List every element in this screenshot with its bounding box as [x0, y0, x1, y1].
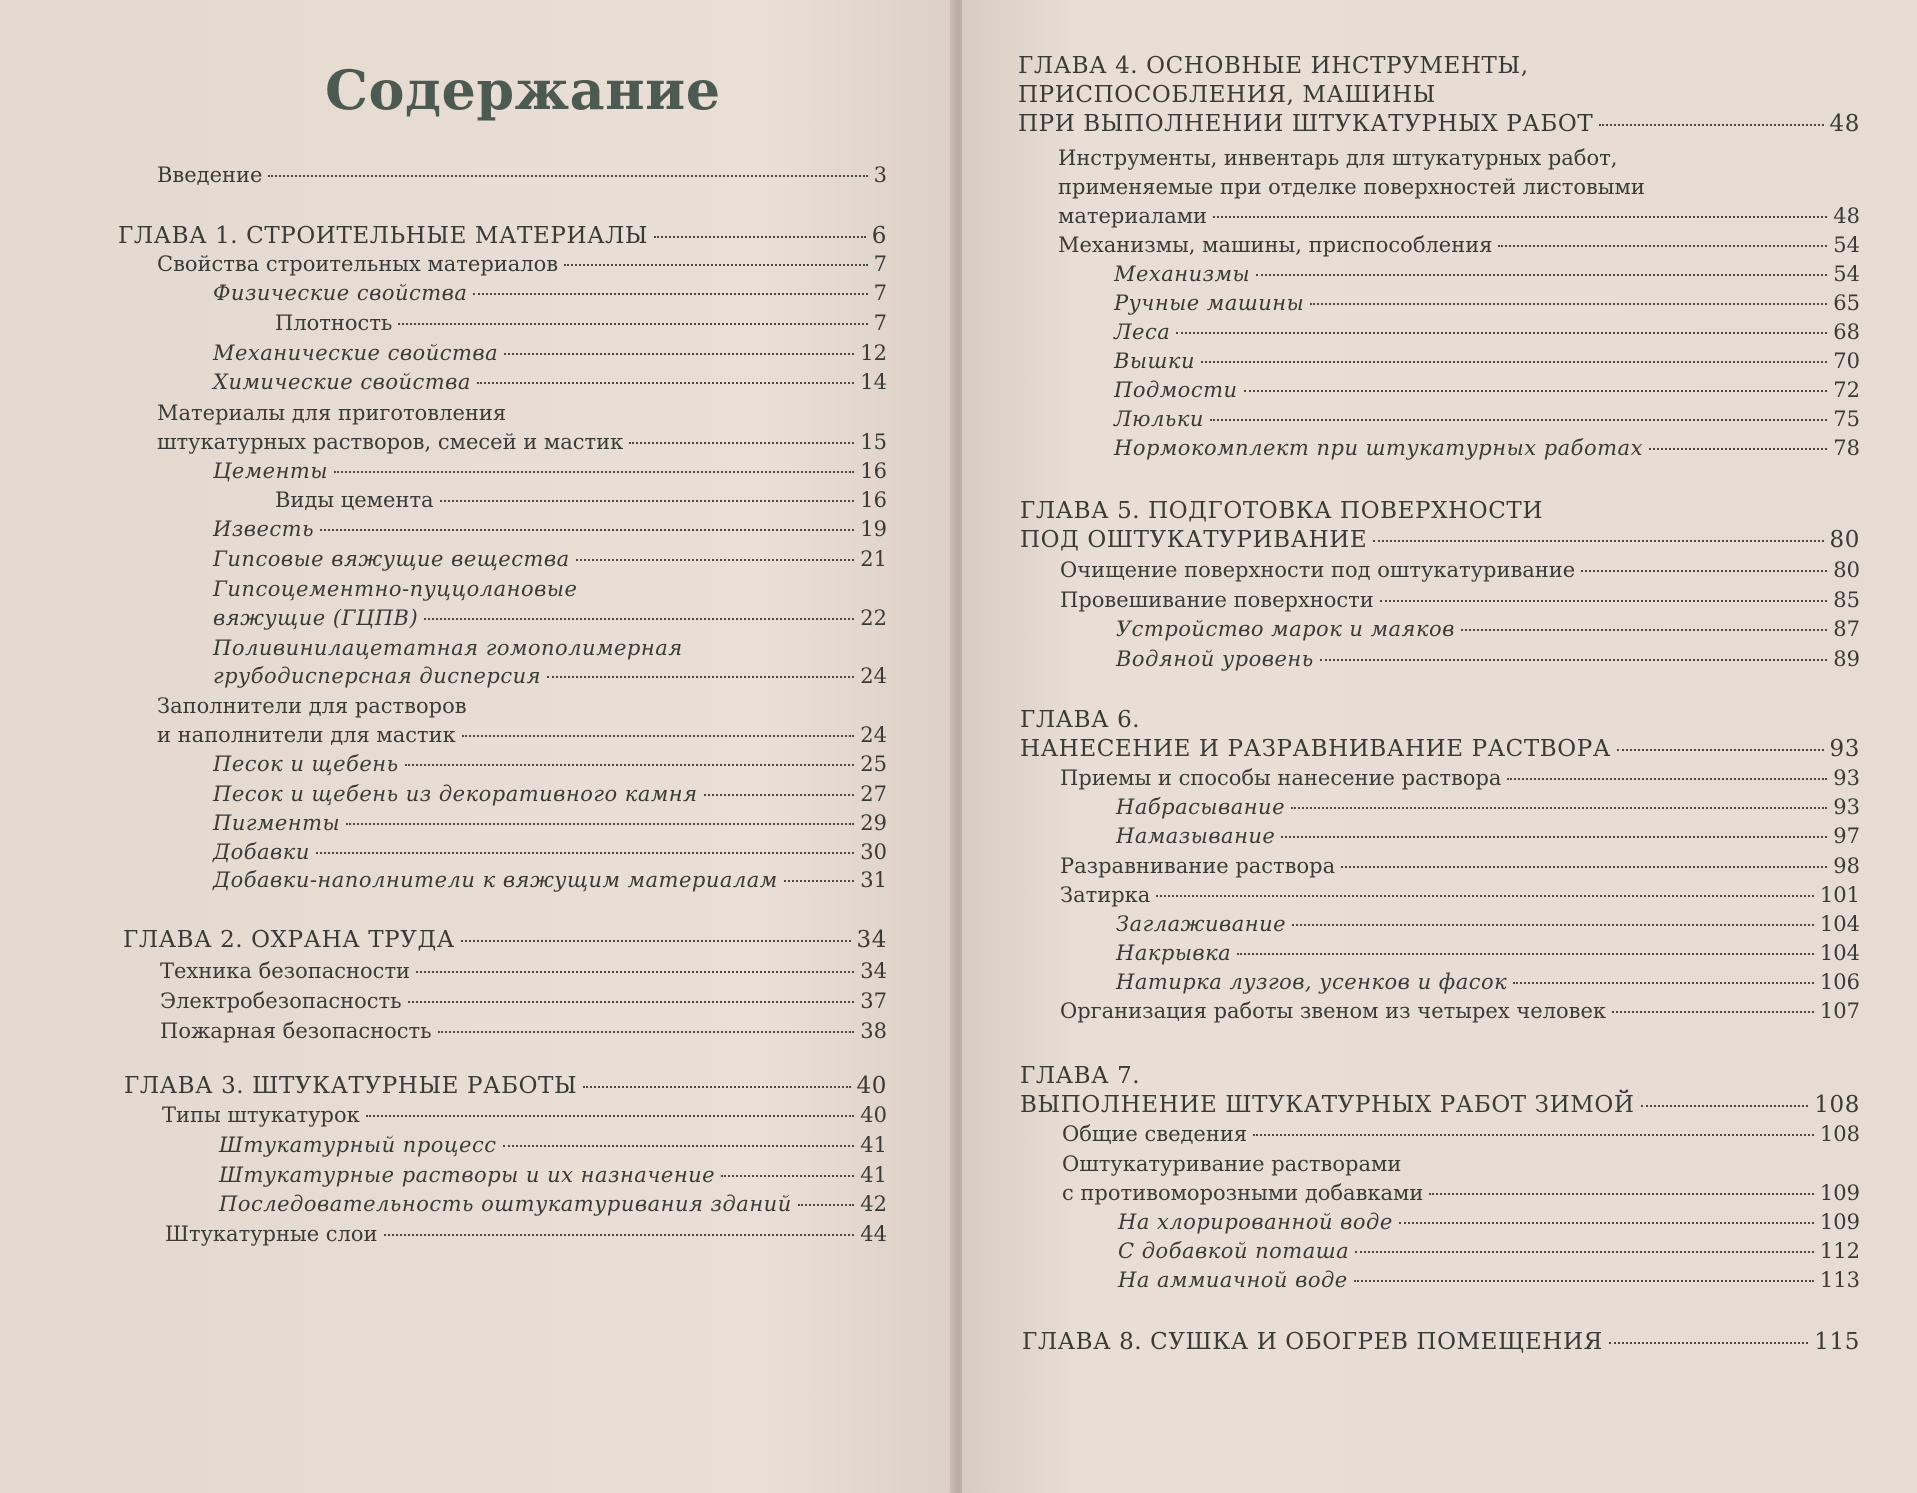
toc-entry — [1116, 615, 1860, 644]
toc-entry — [275, 486, 887, 515]
toc-entry-page: 112 — [1819, 1239, 1860, 1263]
toc-entry-title: Ручные машины — [1114, 291, 1305, 315]
leader-dots — [1581, 570, 1827, 572]
leader-dots — [461, 940, 851, 942]
toc-entry — [213, 279, 887, 308]
toc-entry-page: 106 — [1819, 970, 1860, 994]
toc-entry-page: 16 — [860, 488, 887, 512]
toc-entry — [1116, 822, 1860, 851]
toc-entry — [213, 368, 887, 397]
toc-entry-title: Песок и щебень — [213, 752, 399, 776]
toc-entry-title: Цементы — [213, 459, 328, 483]
leader-dots — [1649, 448, 1827, 450]
toc-entry-title: Нормокомплект при штукатурных работах — [1114, 436, 1643, 460]
toc-entry-page: 6 — [871, 223, 887, 249]
toc-entry-title: Типы штукатурок — [162, 1103, 360, 1127]
toc-chapter — [1018, 110, 1860, 139]
leader-dots — [1320, 659, 1828, 661]
toc-entry-page: 27 — [860, 782, 887, 806]
toc-entry-page: 34 — [860, 959, 887, 983]
toc-entry-title: Натирка лузгов, усенков и фасок — [1116, 970, 1508, 994]
toc-entry-page: 16 — [860, 459, 887, 483]
toc-entry-page: 108 — [1819, 1122, 1860, 1146]
toc-entry-page: 21 — [860, 547, 887, 571]
toc-entry — [213, 339, 887, 368]
leader-dots — [1612, 1011, 1814, 1013]
toc-entry — [1116, 645, 1860, 674]
toc-entry-page: 7 — [873, 281, 887, 305]
toc-entry-page: 97 — [1833, 824, 1860, 848]
page-title: Содержание — [325, 58, 721, 122]
toc-entry-page: 93 — [1833, 795, 1860, 819]
toc-entry-title: Затирка — [1060, 883, 1151, 907]
toc-entry-title: Химические свойства — [213, 370, 471, 394]
leader-dots — [1513, 982, 1814, 984]
toc-entry-page: 38 — [860, 1019, 887, 1043]
leader-dots — [1341, 866, 1827, 868]
toc-entry-title: Общие сведения — [1062, 1122, 1248, 1146]
toc-entry-title: Накрывка — [1116, 941, 1232, 965]
leader-dots — [1617, 749, 1824, 751]
toc-entry-page: 54 — [1833, 233, 1860, 257]
leader-dots — [1213, 216, 1827, 218]
toc-entry-title: Штукатурные слои — [165, 1222, 378, 1246]
leader-dots — [384, 1234, 855, 1236]
toc-entry-page: 15 — [860, 430, 887, 454]
toc-entry-page: 104 — [1819, 912, 1860, 936]
leader-dots — [316, 852, 854, 854]
leader-dots — [1507, 778, 1827, 780]
toc-entry — [219, 1190, 887, 1219]
toc-entry-title: ГЛАВА 1. СТРОИТЕЛЬНЫЕ МАТЕРИАЛЫ — [118, 223, 649, 249]
toc-chapter — [1022, 1328, 1860, 1357]
toc-entry-title: материалами — [1058, 204, 1208, 228]
toc-chapter-line: ГЛАВА 6. — [1020, 707, 1141, 733]
toc-entry-page: 48 — [1833, 204, 1860, 228]
toc-entry — [213, 838, 887, 867]
toc-entry-page: 80 — [1833, 558, 1860, 582]
toc-entry — [1116, 910, 1860, 939]
toc-entry-title-line: применяемые при отделке поверхностей листовыми — [1058, 175, 1645, 199]
leader-dots — [477, 382, 854, 384]
toc-entry — [1116, 793, 1860, 822]
toc-entry — [1060, 556, 1860, 585]
toc-entry-page: 22 — [860, 606, 887, 630]
toc-entry-page: 78 — [1833, 436, 1860, 460]
toc-entry-title: Электробезопасность — [160, 989, 402, 1013]
leader-dots — [1373, 540, 1823, 542]
leader-dots — [654, 236, 866, 238]
toc-entry-title: Разравнивание раствора — [1060, 854, 1336, 878]
leader-dots — [1201, 361, 1827, 363]
toc-entry-title-line: Оштукатуривание растворами — [1062, 1152, 1402, 1176]
left-page — [0, 0, 955, 1493]
toc-entry-title: Очищение поверхности под оштукатуривание — [1060, 558, 1576, 582]
toc-entry-page: 24 — [860, 664, 887, 688]
toc-entry-page: 98 — [1833, 854, 1860, 878]
leader-dots — [1210, 419, 1827, 421]
toc-chapter-line: ГЛАВА 4. ОСНОВНЫЕ ИНСТРУМЕНТЫ, — [1018, 53, 1529, 79]
leader-dots — [1237, 953, 1814, 955]
toc-entry-page: 7 — [873, 311, 887, 335]
leader-dots — [1429, 1193, 1814, 1195]
leader-dots — [440, 500, 855, 502]
toc-chapter — [123, 926, 887, 955]
toc-entry-title: Техника безопасности — [160, 959, 411, 983]
toc-entry-page: 44 — [860, 1222, 887, 1246]
toc-entry-title: Последовательность оштукатуривания зданий — [219, 1192, 792, 1216]
toc-entry-page: 48 — [1829, 111, 1860, 137]
toc-entry — [160, 987, 887, 1016]
toc-entry-page: 41 — [860, 1133, 887, 1157]
toc-entry-title: Песок и щебень из декоративного камня — [213, 782, 698, 806]
toc-entry-title: Приемы и способы нанесение раствора — [1060, 766, 1502, 790]
toc-entry-title: Намазывание — [1116, 824, 1276, 848]
toc-entry-page: 70 — [1833, 349, 1860, 373]
leader-dots — [1281, 836, 1827, 838]
leader-dots — [564, 264, 868, 266]
toc-entry-page: 40 — [856, 1073, 887, 1099]
toc-entry-title: Механические свойства — [213, 341, 499, 365]
leader-dots — [438, 1031, 855, 1033]
toc-entry — [213, 750, 887, 779]
toc-entry-title: ГЛАВА 2. ОХРАНА ТРУДА — [123, 927, 455, 953]
toc-entry-page: 14 — [860, 370, 887, 394]
toc-entry-page: 29 — [860, 811, 887, 835]
toc-entry-title: Организация работы звеном из четырех человек — [1060, 999, 1607, 1023]
toc-entry-page: 75 — [1833, 407, 1860, 431]
toc-entry — [213, 457, 887, 486]
toc-entry-title: ПОД ОШТУКАТУРИВАНИЕ — [1020, 527, 1368, 553]
leader-dots — [1641, 1105, 1809, 1107]
toc-entry — [1114, 260, 1860, 289]
toc-entry-title: Добавки — [213, 840, 310, 864]
toc-entry — [1114, 376, 1860, 405]
toc-entry-title: На аммиачной воде — [1118, 1268, 1348, 1292]
toc-entry-title: Механизмы, машины, приспособления — [1058, 233, 1493, 257]
toc-entry-page: 65 — [1833, 291, 1860, 315]
toc-entry-title: Добавки-наполнители к вяжущим материалам — [213, 868, 778, 892]
leader-dots — [1244, 390, 1828, 392]
toc-entry-title: и наполнители для мастик — [157, 723, 456, 747]
leader-dots — [1461, 629, 1827, 631]
toc-entry-title: вяжущие (ГЦПВ) — [213, 606, 419, 630]
toc-entry — [1114, 289, 1860, 318]
leader-dots — [416, 971, 854, 973]
leader-dots — [1310, 303, 1827, 305]
toc-entry-title: Гипсовые вяжущие вещества — [213, 547, 570, 571]
leader-dots — [1599, 124, 1823, 126]
leader-dots — [1380, 600, 1827, 602]
toc-entry — [1060, 881, 1860, 910]
toc-entry — [1114, 405, 1860, 434]
leader-dots — [334, 471, 854, 473]
toc-entry-title: ГЛАВА 3. ШТУКАТУРНЫЕ РАБОТЫ — [124, 1073, 578, 1099]
toc-entry-page: 104 — [1819, 941, 1860, 965]
leader-dots — [424, 618, 854, 620]
toc-entry-title: Плотность — [275, 311, 393, 335]
leader-dots — [462, 735, 854, 737]
toc-entry-page: 30 — [860, 840, 887, 864]
toc-entry — [219, 1131, 887, 1160]
toc-entry-title: Заглаживание — [1116, 912, 1287, 936]
toc-entry — [1060, 586, 1860, 615]
toc-entry — [1060, 997, 1860, 1026]
toc-entry-page: 54 — [1833, 262, 1860, 286]
toc-entry-page: 107 — [1819, 999, 1860, 1023]
toc-entry-page: 24 — [860, 723, 887, 747]
toc-entry-page: 31 — [860, 868, 887, 892]
toc-entry-page: 108 — [1814, 1092, 1860, 1118]
leader-dots — [398, 323, 867, 325]
toc-entry — [1058, 202, 1860, 231]
leader-dots — [798, 1204, 855, 1206]
toc-entry — [162, 1101, 887, 1130]
toc-entry — [165, 1220, 887, 1249]
toc-chapter — [118, 222, 887, 251]
toc-entry — [1114, 434, 1860, 463]
leader-dots — [1176, 332, 1827, 334]
right-page — [962, 0, 1917, 1493]
leader-dots — [366, 1115, 855, 1117]
toc-chapter-line: ГЛАВА 7. — [1020, 1063, 1141, 1089]
toc-entry — [1114, 318, 1860, 347]
toc-chapter — [1020, 1091, 1860, 1120]
toc-entry-page: 40 — [860, 1103, 887, 1127]
leader-dots — [1355, 1251, 1814, 1253]
toc-entry-page: 12 — [860, 341, 887, 365]
toc-entry-page: 37 — [860, 989, 887, 1013]
toc-entry-title: НАНЕСЕНИЕ И РАЗРАВНИВАНИЕ РАСТВОРА — [1020, 736, 1611, 762]
toc-entry — [1062, 1179, 1860, 1208]
leader-dots — [320, 529, 854, 531]
leader-dots — [1609, 1342, 1809, 1344]
leader-dots — [1156, 895, 1814, 897]
toc-entry-page: 101 — [1819, 883, 1860, 907]
leader-dots — [473, 293, 867, 295]
leader-dots — [721, 1175, 854, 1177]
toc-entry-title: Механизмы — [1114, 262, 1251, 286]
leader-dots — [629, 442, 854, 444]
leader-dots — [346, 823, 854, 825]
leader-dots — [547, 676, 854, 678]
toc-entry-title: Набрасывание — [1116, 795, 1286, 819]
toc-entry-page: 41 — [860, 1163, 887, 1187]
toc-chapter-line: ПРИСПОСОБЛЕНИЯ, МАШИНЫ — [1018, 82, 1436, 108]
toc-entry-title: Штукатурный процесс — [219, 1133, 497, 1157]
leader-dots — [1399, 1222, 1814, 1224]
toc-entry — [160, 1017, 887, 1046]
toc-entry-title: Свойства строительных материалов — [157, 252, 559, 276]
toc-entry-title: Введение — [157, 163, 263, 187]
toc-entry-title: Провешивание поверхности — [1060, 588, 1374, 612]
toc-entry-page: 113 — [1819, 1268, 1860, 1292]
toc-entry — [1118, 1237, 1860, 1266]
toc-entry-title-line: Поливинилацетатная гомополимерная — [213, 636, 683, 660]
toc-entry-page: 3 — [873, 163, 887, 187]
toc-entry-title: ВЫПОЛНЕНИЕ ШТУКАТУРНЫХ РАБОТ ЗИМОЙ — [1020, 1092, 1635, 1118]
toc-entry-page: 42 — [860, 1192, 887, 1216]
toc-entry-page: 115 — [1814, 1329, 1860, 1355]
toc-entry-title: На хлорированной воде — [1118, 1210, 1393, 1234]
toc-entry-title: Виды цемента — [275, 488, 434, 512]
leader-dots — [503, 1145, 855, 1147]
toc-entry-page: 7 — [873, 252, 887, 276]
toc-entry-title: Штукатурные растворы и их назначение — [219, 1163, 716, 1187]
toc-entry-title: Водяной уровень — [1116, 647, 1314, 671]
leader-dots — [1354, 1280, 1814, 1282]
toc-entry-title: с противоморозными добавками — [1062, 1181, 1424, 1205]
toc-entry-title-line: Гипсоцементно-пуццолановые — [213, 577, 578, 601]
toc-entry-page: 19 — [860, 517, 887, 541]
toc-entry-title-line: Материалы для приготовления — [157, 401, 507, 425]
toc-entry-page: 93 — [1833, 766, 1860, 790]
toc-entry-title: Подмости — [1114, 378, 1238, 402]
toc-entry-title-line: Инструменты, инвентарь для штукатурных работ, — [1058, 146, 1618, 170]
toc-entry — [213, 809, 887, 838]
leader-dots — [576, 559, 855, 561]
leader-dots — [1291, 807, 1827, 809]
toc-entry — [213, 545, 887, 574]
toc-entry-page: 80 — [1829, 527, 1860, 553]
leader-dots — [704, 794, 855, 796]
toc-entry-page: 89 — [1833, 647, 1860, 671]
toc-entry — [1058, 231, 1860, 260]
leader-dots — [1256, 274, 1827, 276]
toc-entry-page: 109 — [1819, 1181, 1860, 1205]
toc-chapter-line: ГЛАВА 5. ПОДГОТОВКА ПОВЕРХНОСТИ — [1020, 498, 1544, 524]
toc-entry-title: Вышки — [1114, 349, 1195, 373]
leader-dots — [1292, 924, 1814, 926]
toc-entry-title: Люльки — [1114, 407, 1204, 431]
leader-dots — [1498, 245, 1827, 247]
toc-entry — [1118, 1208, 1860, 1237]
toc-entry — [1116, 939, 1860, 968]
toc-entry — [157, 161, 887, 190]
toc-entry — [275, 309, 887, 338]
leader-dots — [583, 1086, 850, 1088]
toc-entry — [213, 866, 887, 895]
toc-entry-title: С добавкой поташа — [1118, 1239, 1350, 1263]
toc-entry — [1060, 852, 1860, 881]
toc-entry-title: грубодисперсная дисперсия — [213, 664, 542, 688]
toc-entry-title: Устройство марок и маяков — [1116, 617, 1455, 641]
toc-entry — [213, 780, 887, 809]
toc-entry-page: 68 — [1833, 320, 1860, 344]
toc-entry-title: Пожарная безопасность — [160, 1019, 432, 1043]
toc-entry-page: 72 — [1833, 378, 1860, 402]
toc-entry — [1118, 1266, 1860, 1295]
leader-dots — [408, 1001, 855, 1003]
toc-entry-title: Физические свойства — [213, 281, 468, 305]
toc-chapter — [1020, 735, 1860, 764]
toc-entry — [213, 662, 887, 691]
toc-chapter — [1020, 526, 1860, 555]
leader-dots — [504, 353, 854, 355]
toc-entry-page: 87 — [1833, 617, 1860, 641]
toc-entry — [1060, 764, 1860, 793]
toc-entry-title: штукатурных растворов, смесей и мастик — [157, 430, 624, 454]
toc-entry — [157, 250, 887, 279]
toc-entry-page: 93 — [1829, 736, 1860, 762]
toc-entry — [1116, 968, 1860, 997]
toc-entry-page: 85 — [1833, 588, 1860, 612]
toc-entry — [1062, 1120, 1860, 1149]
toc-entry-title: ГЛАВА 8. СУШКА И ОБОГРЕВ ПОМЕЩЕНИЯ — [1022, 1329, 1603, 1355]
leader-dots — [784, 880, 855, 882]
toc-entry-page: 34 — [856, 927, 887, 953]
toc-entry — [219, 1161, 887, 1190]
toc-chapter — [124, 1072, 887, 1101]
leader-dots — [405, 764, 855, 766]
toc-entry — [1114, 347, 1860, 376]
toc-entry-title: Леса — [1114, 320, 1171, 344]
toc-entry — [160, 957, 887, 986]
leader-dots — [268, 175, 867, 177]
leader-dots — [1253, 1134, 1814, 1136]
toc-entry-title: Пигменты — [213, 811, 341, 835]
toc-entry-title: ПРИ ВЫПОЛНЕНИИ ШТУКАТУРНЫХ РАБОТ — [1018, 111, 1594, 137]
toc-entry — [213, 515, 887, 544]
toc-entry-title-line: Заполнители для растворов — [157, 694, 467, 718]
toc-entry-title: Известь — [213, 517, 315, 541]
toc-entry — [157, 428, 887, 457]
toc-entry — [213, 604, 887, 633]
toc-entry — [157, 721, 887, 750]
toc-entry-page: 25 — [860, 752, 887, 776]
toc-entry-page: 109 — [1819, 1210, 1860, 1234]
